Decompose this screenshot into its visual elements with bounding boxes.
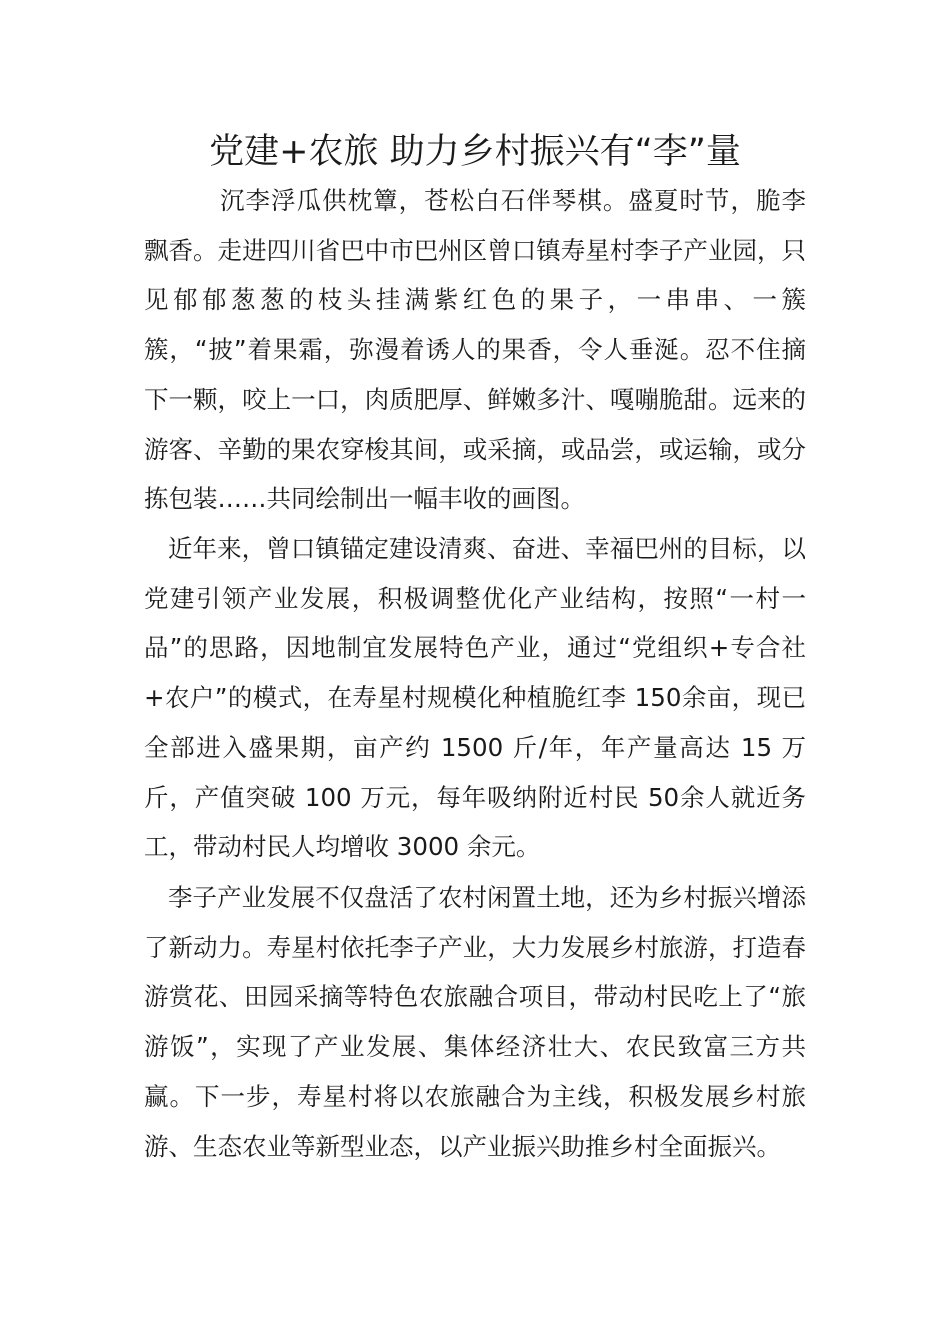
- paragraph-3: 李子产业发展不仅盘活了农村闲置土地，还为乡村振兴增添了新动力。寿星村依托李子产业，大力发展乡村旅游，打造春游赏花、田园采摘等特色农旅融合项目，带动村民吃上了“旅游饭”，实现了产业发展、集体经济壮大、农民致富三方共赢。下一步，寿星村将以农旅融合为主线，积极发展乡村旅游、生态农业等新型业态，以产业振兴助推乡村全面振兴。: [144, 883, 806, 1161]
- paragraph-1: 沉李浮瓜供枕簟，苍松白石伴琴棋。盛夏时节，脆李飘香。走进四川省巴中市巴州区曾口镇寿星村李子产业园，只见郁郁葱葱的枝头挂满紫红色的果子，一串串、一簇簇，“披”着果霜，弥漫着诱人的果香，令人垂涎。忍不住摘下一颗，咬上一口，肉质肥厚、鲜嫩多汁、嘎嘣脆甜。远来的游客、辛勤的果农穿梭其间，或采摘，或品尝，或运输，或分拣包装……共同绘制出一幅丰收的画图。: [144, 186, 806, 514]
- paragraph-2: 近年来，曾口镇锚定建设清爽、奋进、幸福巴州的目标，以党建引领产业发展，积极调整优化产业结构，按照“一村一品”的思路，因地制宜发展特色产业，通过“党组织+专合社+农户”的模式，在寿星村规模化种植脆红李 150余亩，现已全部进入盛果期，亩产约 1500 斤/年，年产量高达 15 万斤，产值突破 100 万元，每年吸纳附近村民 50余人就近务工，带动村民人均增收 3000 余元。: [144, 534, 806, 862]
- document-title: 党建+农旅 助力乡村振兴有“李”量: [209, 132, 741, 172]
